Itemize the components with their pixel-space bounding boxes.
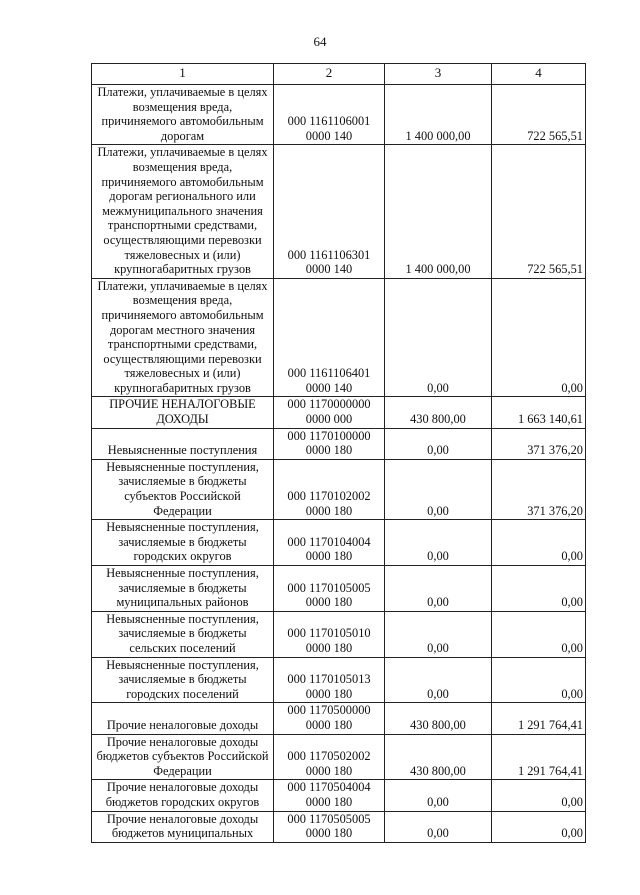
row-name-cell: Невыясненные поступления, зачисляемые в бюджеты сельских поселений	[92, 611, 274, 657]
row-name-cell: Платежи, уплачиваемые в целях возмещения вреда, причиняемого автомобильным дорогам	[92, 85, 274, 145]
row-plan-cell: 1 400 000,00	[385, 145, 492, 278]
row-plan-cell: 430 800,00	[385, 397, 492, 428]
table-row	[92, 145, 586, 278]
row-code-cell: 000 1170000000 0000 000	[274, 397, 385, 428]
budget-table	[91, 63, 586, 843]
column-header-3: 3	[385, 64, 492, 85]
table-row	[92, 780, 586, 811]
row-plan-cell: 0,00	[385, 611, 492, 657]
row-fact-cell: 0,00	[492, 611, 586, 657]
table-row	[92, 611, 586, 657]
row-code-cell: 000 1170100000 0000 180	[274, 428, 385, 459]
row-code-cell: 000 1170504004 0000 180	[274, 780, 385, 811]
column-header-4: 4	[492, 64, 586, 85]
row-plan-cell: 1 400 000,00	[385, 85, 492, 145]
table-row	[92, 657, 586, 703]
row-code-cell: 000 1170502002 0000 180	[274, 734, 385, 780]
table-row	[92, 811, 586, 842]
table-row	[92, 566, 586, 612]
row-plan-cell: 0,00	[385, 278, 492, 397]
row-name-cell: Платежи, уплачиваемые в целях возмещения вреда, причиняемого автомобильным дорогам регионального или межмуниципального значения транспортными средствами, осуществляющими перевозки тяжеловесных и (или) крупногабаритных грузов	[92, 145, 274, 278]
row-code-cell: 000 1170104004 0000 180	[274, 520, 385, 566]
row-code-cell: 000 1170505005 0000 180	[274, 811, 385, 842]
row-plan-cell: 0,00	[385, 566, 492, 612]
row-plan-cell: 0,00	[385, 780, 492, 811]
row-fact-cell: 371 376,20	[492, 459, 586, 519]
column-header-2: 2	[274, 64, 385, 85]
row-fact-cell: 1 291 764,41	[492, 734, 586, 780]
row-plan-cell: 0,00	[385, 657, 492, 703]
row-code-cell: 000 1161106401 0000 140	[274, 278, 385, 397]
row-code-cell: 000 1170105005 0000 180	[274, 566, 385, 612]
row-plan-cell: 0,00	[385, 811, 492, 842]
row-name-cell: Прочие неналоговые доходы	[92, 703, 274, 734]
table-row	[92, 520, 586, 566]
row-name-cell: Прочие неналоговые доходы бюджетов муниципальных	[92, 811, 274, 842]
table-row	[92, 428, 586, 459]
row-name-cell: Невыясненные поступления, зачисляемые в бюджеты городских округов	[92, 520, 274, 566]
row-fact-cell: 722 565,51	[492, 85, 586, 145]
row-plan-cell: 430 800,00	[385, 734, 492, 780]
row-name-cell: Невыясненные поступления, зачисляемые в бюджеты субъектов Российской Федерации	[92, 459, 274, 519]
table-row	[92, 734, 586, 780]
row-plan-cell: 430 800,00	[385, 703, 492, 734]
row-fact-cell: 0,00	[492, 657, 586, 703]
row-name-cell: ПРОЧИЕ НЕНАЛОГОВЫЕ ДОХОДЫ	[92, 397, 274, 428]
row-code-cell: 000 1161106301 0000 140	[274, 145, 385, 278]
row-fact-cell: 0,00	[492, 566, 586, 612]
row-fact-cell: 1 663 140,61	[492, 397, 586, 428]
row-plan-cell: 0,00	[385, 459, 492, 519]
row-fact-cell: 371 376,20	[492, 428, 586, 459]
column-header-1: 1	[92, 64, 274, 85]
page-number: 64	[313, 34, 327, 49]
row-plan-cell: 0,00	[385, 428, 492, 459]
row-plan-cell: 0,00	[385, 520, 492, 566]
table-row	[92, 459, 586, 519]
row-name-cell: Прочие неналоговые доходы бюджетов субъектов Российской Федерации	[92, 734, 274, 780]
row-name-cell: Прочие неналоговые доходы бюджетов городских округов	[92, 780, 274, 811]
row-name-cell: Невыясненные поступления, зачисляемые в бюджеты городских поселений	[92, 657, 274, 703]
header-row	[92, 64, 586, 85]
row-fact-cell: 0,00	[492, 811, 586, 842]
row-code-cell: 000 1161106001 0000 140	[274, 85, 385, 145]
row-name-cell: Платежи, уплачиваемые в целях возмещения вреда, причиняемого автомобильным дорогам местного значения транспортными средствами, осуществляющими перевозки тяжеловесных и (или) крупногабаритных грузов	[92, 278, 274, 397]
row-fact-cell: 1 291 764,41	[492, 703, 586, 734]
table-body	[92, 85, 586, 843]
row-fact-cell: 722 565,51	[492, 145, 586, 278]
row-code-cell: 000 1170102002 0000 180	[274, 459, 385, 519]
table-row	[92, 703, 586, 734]
table-row	[92, 397, 586, 428]
row-code-cell: 000 1170500000 0000 180	[274, 703, 385, 734]
table-row	[92, 278, 586, 397]
row-code-cell: 000 1170105010 0000 180	[274, 611, 385, 657]
row-name-cell: Невыясненные поступления, зачисляемые в бюджеты муниципальных районов	[92, 566, 274, 612]
row-fact-cell: 0,00	[492, 520, 586, 566]
row-fact-cell: 0,00	[492, 780, 586, 811]
row-fact-cell: 0,00	[492, 278, 586, 397]
table-row	[92, 85, 586, 145]
row-name-cell: Невыясненные поступления	[92, 428, 274, 459]
row-code-cell: 000 1170105013 0000 180	[274, 657, 385, 703]
